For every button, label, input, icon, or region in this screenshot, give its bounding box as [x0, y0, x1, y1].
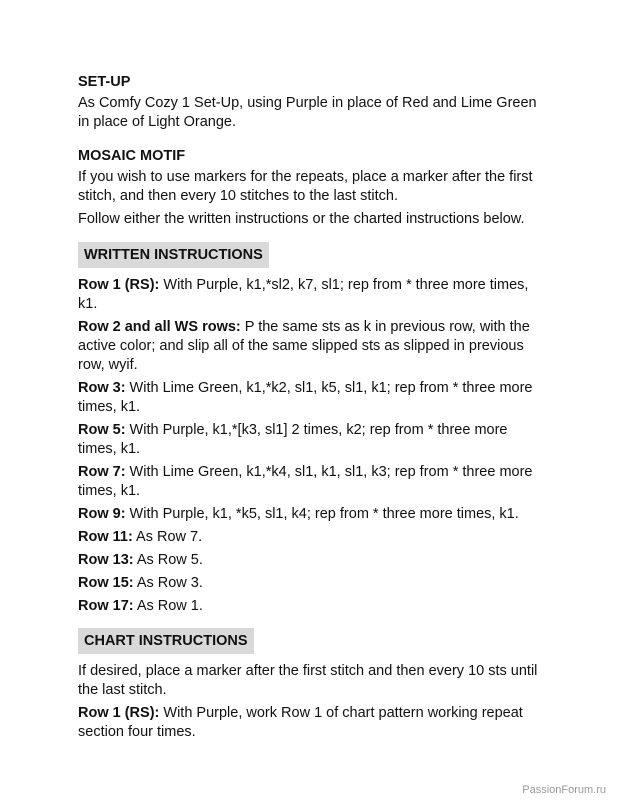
row-label: Row 1 (RS):: [78, 277, 160, 293]
row-15: [78, 574, 548, 593]
row-9: [78, 505, 548, 524]
row-1: [78, 276, 548, 314]
mosaic-paragraph-follow: Follow either the written instructions or the charted instructions below.: [78, 211, 525, 227]
row-text: With Purple, k1, *k5, sl1, k4; rep from * three more times, k1.: [125, 506, 519, 522]
row-text: As Row 7.: [132, 529, 203, 545]
row-11: [78, 528, 548, 547]
row-label: Row 2 and all WS rows:: [78, 319, 241, 335]
watermark: PassionForum.ru: [522, 784, 606, 796]
document-page: [78, 72, 548, 746]
mosaic-paragraph-markers: If you wish to use markers for the repeats, place a marker after the first stitch, and then every 10 stitches to the last stitch.: [78, 169, 533, 204]
row-text: With Lime Green, k1,*k4, sl1, k1, sl1, k3; rep from * three more times, k1.: [78, 464, 533, 499]
row-7: [78, 463, 548, 501]
row-5: [78, 421, 548, 459]
row-text: With Purple, k1,*[k3, sl1] 2 times, k2; rep from * three more times, k1.: [78, 422, 508, 457]
row-label: Row 13:: [78, 552, 134, 568]
row-label: Row 7:: [78, 464, 126, 480]
row-label: Row 17:: [78, 598, 134, 614]
row-label: Row 11:: [78, 529, 133, 545]
row-text: With Lime Green, k1,*k2, sl1, k5, sl1, k1; rep from * three more times, k1.: [78, 380, 533, 415]
row-text: As Row 3.: [133, 575, 203, 591]
setup-heading: SET-UP: [78, 74, 131, 90]
row-text: With Purple, work Row 1 of chart pattern working repeat section four times.: [78, 705, 523, 740]
row-label: Row 3:: [78, 380, 126, 396]
spacer: [78, 136, 548, 146]
chart-paragraph: If desired, place a marker after the first stitch and then every 10 sts until the last stitch.: [78, 663, 538, 698]
row-text: As Row 5.: [133, 552, 203, 568]
setup-text: As Comfy Cozy 1 Set-Up, using Purple in place of Red and Lime Green in place of Light Orange.: [78, 95, 537, 130]
chart-row-1: [78, 704, 548, 742]
written-instructions-heading: WRITTEN INSTRUCTIONS: [78, 242, 269, 268]
row-label: Row 1 (RS):: [78, 705, 160, 721]
chart-instructions-heading: CHART INSTRUCTIONS: [78, 628, 254, 654]
spacer: [78, 620, 548, 628]
row-13: [78, 551, 548, 570]
mosaic-heading: MOSAIC MOTIF: [78, 148, 186, 164]
spacer: [78, 233, 548, 242]
row-2-ws: [78, 318, 548, 375]
row-label: Row 9:: [78, 506, 126, 522]
row-label: Row 15:: [78, 575, 134, 591]
row-3: [78, 379, 548, 417]
row-text: As Row 1.: [133, 598, 203, 614]
row-text: With Purple, k1,*sl2, k7, sl1; rep from * three more times, k1.: [78, 277, 529, 312]
row-17: [78, 597, 548, 616]
row-label: Row 5:: [78, 422, 126, 438]
row-text: P the same sts as k in previous row, with the active color; and slip all of the same slipped sts as slipped in previous row, wyif.: [78, 319, 530, 373]
